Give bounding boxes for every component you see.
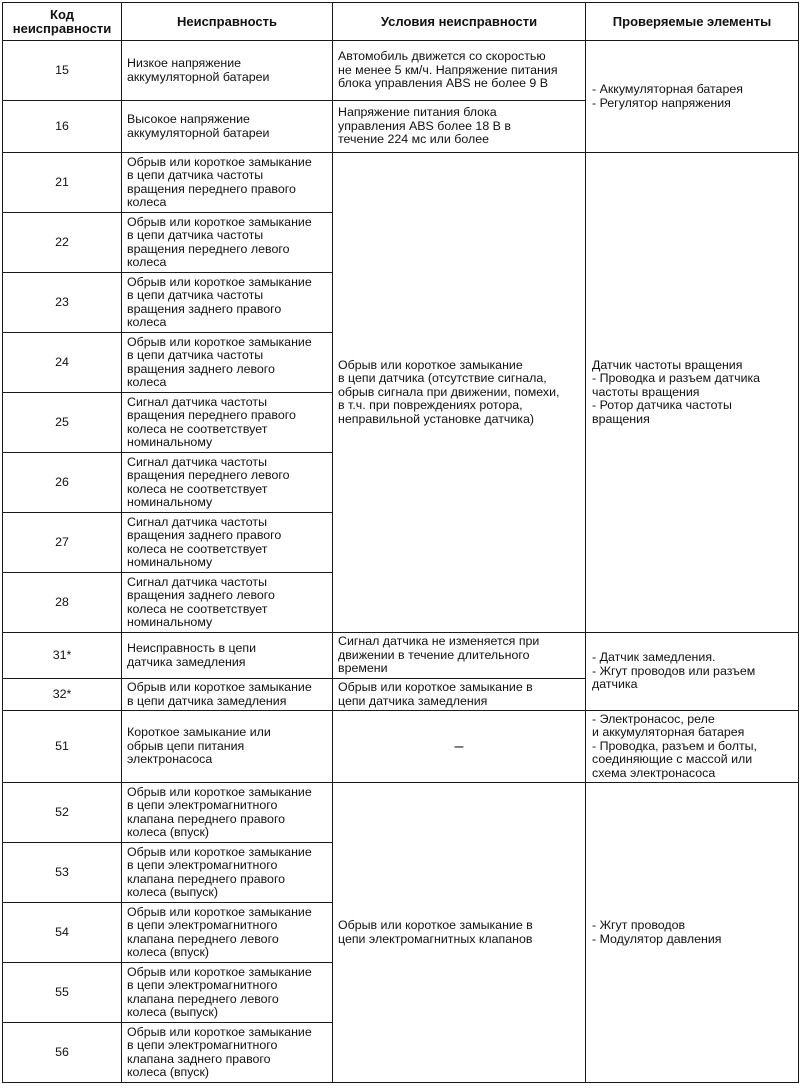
fault-code: 53 xyxy=(3,843,122,903)
fault-conditions: Автомобиль движется со скоростью не менее 5 км/ч. Напряжение питания блока управления ABS не более 9 В xyxy=(333,41,586,101)
fault-description: Сигнал датчика частоты вращения переднего левого колеса не соответствует номинальному xyxy=(122,453,333,513)
fault-description: Сигнал датчика частоты вращения заднего левого колеса не соответствует номинальному xyxy=(122,573,333,633)
fault-code: 25 xyxy=(3,393,122,453)
fault-conditions: – xyxy=(333,711,586,783)
header-fault: Неисправность xyxy=(122,3,333,41)
fault-description: Обрыв или короткое замыкание в цепи датчика частоты вращения заднего левого колеса xyxy=(122,333,333,393)
fault-code: 56 xyxy=(3,1023,122,1083)
fault-description: Обрыв или короткое замыкание в цепи электромагнитного клапана переднего левого колеса (впуск) xyxy=(122,903,333,963)
fault-description: Неисправность в цепи датчика замедления xyxy=(122,633,333,679)
fault-description: Обрыв или короткое замыкание в цепи датчика частоты вращения переднего правого колеса xyxy=(122,153,333,213)
fault-code: 31* xyxy=(3,633,122,679)
fault-description: Обрыв или короткое замыкание в цепи электромагнитного клапана переднего левого колеса (выпуск) xyxy=(122,963,333,1023)
fault-conditions: Сигнал датчика не изменяется при движении в течение длительного времени xyxy=(333,633,586,679)
fault-code: 21 xyxy=(3,153,122,213)
header-conditions: Условия неисправности xyxy=(333,3,586,41)
fault-code: 54 xyxy=(3,903,122,963)
fault-description: Высокое напряжение аккумуляторной батареи xyxy=(122,101,333,153)
fault-description: Обрыв или короткое замыкание в цепи датчика замедления xyxy=(122,679,333,711)
header-elements: Проверяемые элементы xyxy=(586,3,799,41)
checked-elements: - Жгут проводов - Модулятор давления xyxy=(586,783,799,1083)
table-row xyxy=(3,633,799,679)
table-row xyxy=(3,153,799,213)
header-code: Код неисправности xyxy=(3,3,122,41)
fault-code: 23 xyxy=(3,273,122,333)
fault-code: 55 xyxy=(3,963,122,1023)
fault-code: 28 xyxy=(3,573,122,633)
checked-elements: Датчик частоты вращения - Проводка и разъем датчика частоты вращения - Ротор датчика частоты вращения xyxy=(586,153,799,633)
table-row xyxy=(3,783,799,843)
fault-conditions: Обрыв или короткое замыкание в цепи датчика (отсутствие сигнала, обрыв сигнала при движении, помехи, в т.ч. при повреждениях ротора, неправильной установке датчика) xyxy=(333,153,586,633)
fault-description: Обрыв или короткое замыкание в цепи электромагнитного клапана переднего правого колеса (впуск) xyxy=(122,783,333,843)
fault-description: Низкое напряжение аккумуляторной батареи xyxy=(122,41,333,101)
fault-description: Короткое замыкание или обрыв цепи питания электронасоса xyxy=(122,711,333,783)
fault-description: Обрыв или короткое замыкание в цепи электромагнитного клапана переднего правого колеса (выпуск) xyxy=(122,843,333,903)
fault-code: 15 xyxy=(3,41,122,101)
fault-code: 24 xyxy=(3,333,122,393)
fault-description: Обрыв или короткое замыкание в цепи датчика частоты вращения заднего правого колеса xyxy=(122,273,333,333)
fault-code: 52 xyxy=(3,783,122,843)
fault-description: Сигнал датчика частоты вращения переднего правого колеса не соответствует номинальному xyxy=(122,393,333,453)
fault-code: 16 xyxy=(3,101,122,153)
fault-code: 51 xyxy=(3,711,122,783)
fault-conditions: Напряжение питания блока управления ABS более 18 В в течение 224 мс или более xyxy=(333,101,586,153)
fault-code-table xyxy=(2,2,799,1083)
checked-elements: - Электронасос, реле и аккумуляторная батарея - Проводка, разъем и болты, соединяющие с массой или схема электронасоса xyxy=(586,711,799,783)
table-row xyxy=(3,711,799,783)
table-row xyxy=(3,41,799,101)
fault-code: 26 xyxy=(3,453,122,513)
fault-code: 27 xyxy=(3,513,122,573)
fault-description: Обрыв или короткое замыкание в цепи датчика частоты вращения переднего левого колеса xyxy=(122,213,333,273)
checked-elements: - Аккумуляторная батарея - Регулятор напряжения xyxy=(586,41,799,153)
fault-conditions: Обрыв или короткое замыкание в цепи датчика замедления xyxy=(333,679,586,711)
checked-elements: - Датчик замедления. - Жгут проводов или разъем датчика xyxy=(586,633,799,711)
fault-description: Обрыв или короткое замыкание в цепи электромагнитного клапана заднего правого колеса (впуск) xyxy=(122,1023,333,1083)
fault-code: 22 xyxy=(3,213,122,273)
fault-conditions: Обрыв или короткое замыкание в цепи электромагнитных клапанов xyxy=(333,783,586,1083)
fault-code: 32* xyxy=(3,679,122,711)
fault-description: Сигнал датчика частоты вращения заднего правого колеса не соответствует номинальному xyxy=(122,513,333,573)
